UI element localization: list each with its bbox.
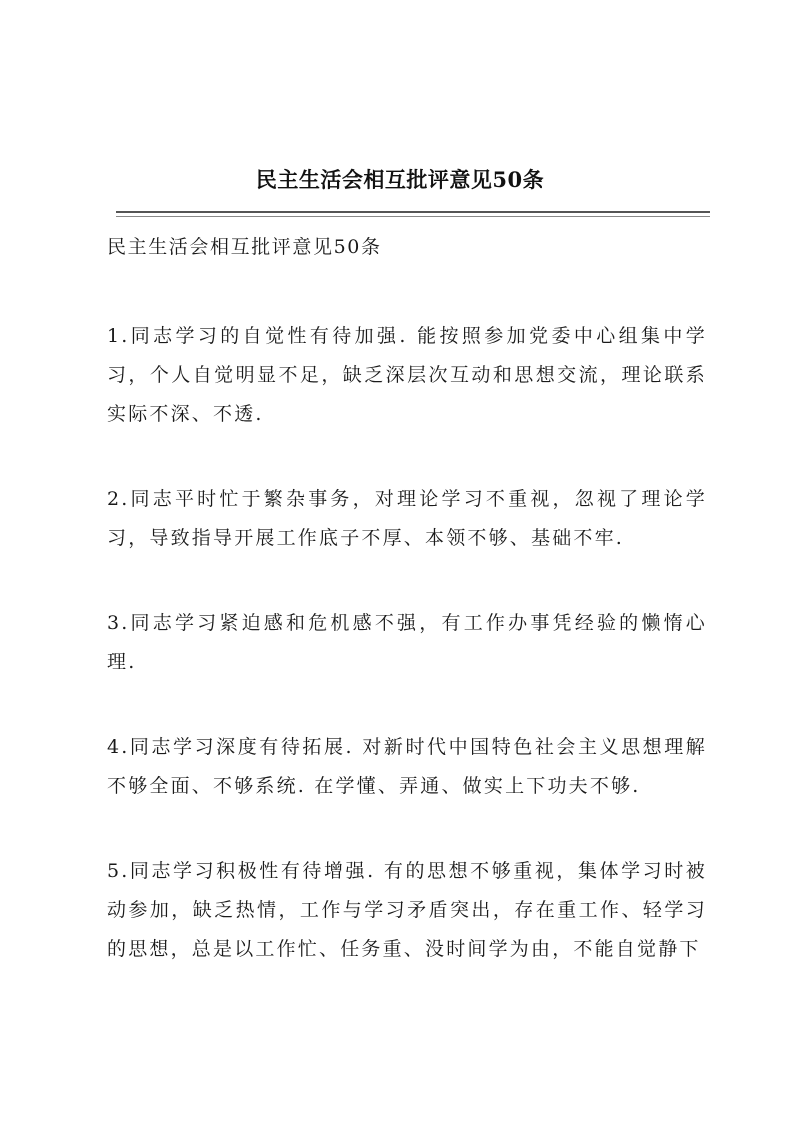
- criticism-item-1: 1.同志学习的自觉性有待加强. 能按照参加党委中心组集中学习，个人自觉明显不足，缺乏深层次互动和思想交流，理论联系实际不深、不透.: [107, 325, 707, 425]
- document-subtitle: 民主生活会相互批评意见50条: [107, 236, 382, 258]
- document-body: [107, 233, 707, 1015]
- title-divider: [116, 211, 710, 217]
- criticism-item-5: 5.同志学习积极性有待增强. 有的思想不够重视，集体学习时被动参加，缺乏热情，工作与学习矛盾突出，存在重工作、轻学习的思想，总是以工作忙、任务重、没时间学为由，不能自觉静下: [107, 860, 707, 960]
- criticism-item-4: 4.同志学习深度有待拓展. 对新时代中国特色社会主义思想理解不够全面、不够系统. 在学懂、弄通、做实上下功夫不够.: [107, 736, 707, 797]
- criticism-item-2: 2.同志平时忙于繁杂事务，对理论学习不重视，忽视了理论学习，导致指导开展工作底子不厚、本领不够、基础不牢.: [107, 488, 707, 549]
- criticism-item-3: 3.同志学习紧迫感和危机感不强，有工作办事凭经验的懒惰心理.: [107, 612, 707, 673]
- document-title: 民主生活会相互批评意见50条: [255, 167, 545, 192]
